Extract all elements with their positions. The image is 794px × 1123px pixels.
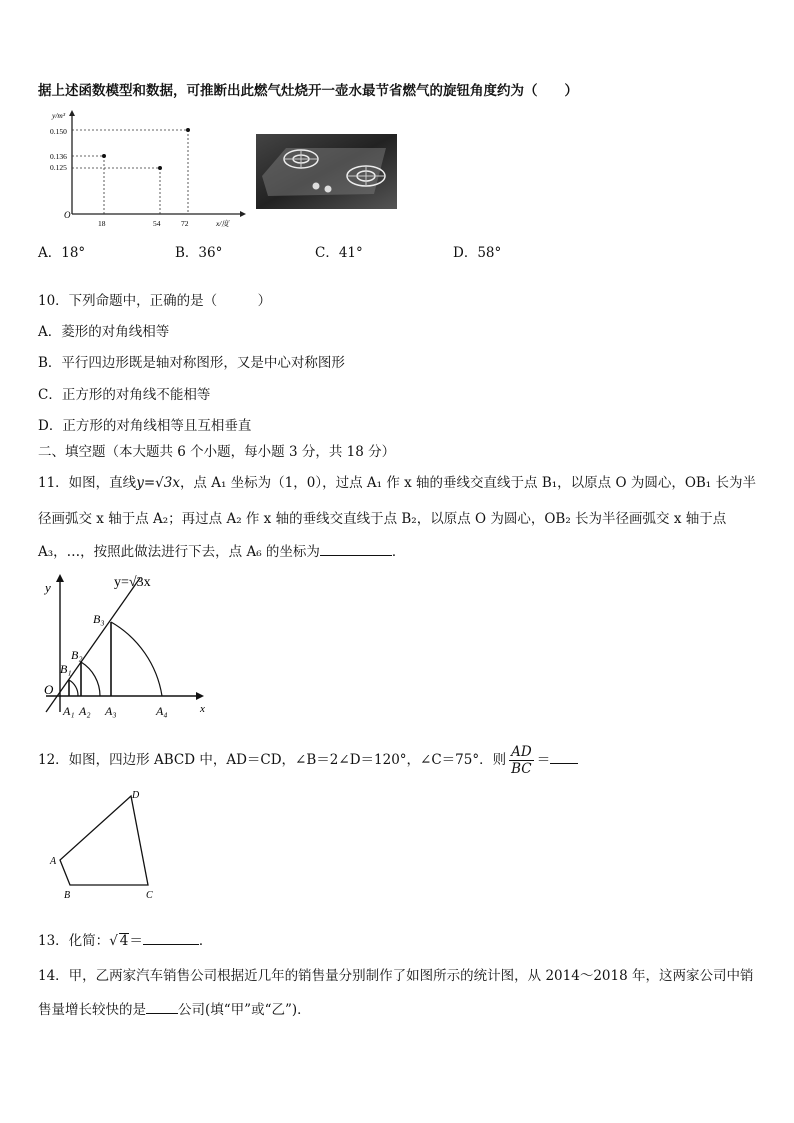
gas-stove-photo [256,134,397,209]
q13-stem-a: 13．化简： [38,933,110,949]
sqrt-icon: √ [109,933,118,949]
q9-option-d[interactable]: D．58° [453,245,502,261]
x-axis-label: x/度 [216,219,229,228]
q13-radicand: 4 [119,933,129,949]
q13-stem-c: ． [198,933,213,949]
q14-line1: 14．甲，乙两家汽车销售公司根据近几年的销售量分别制作了如图所示的统计图，从 2014～2018 年，这两家公司中销 [38,968,754,984]
q11-figure [36,572,216,722]
vertex-b: B [64,890,71,901]
q11-line3-b: ． [391,544,406,560]
x-tick-54: 54 [153,219,161,228]
q11-line1 [38,474,756,492]
q12-fraction-numerator: AD [511,744,532,760]
q10-option-c[interactable]: C．正方形的对角线不能相等 [38,387,211,403]
q10-stem: 10．下列命题中，正确的是（ ） [38,293,272,309]
q11-equation: y=√3x [136,475,180,491]
q14-line2-a: 售量增长较快的是 [38,1002,146,1018]
q9-stem: 据上述函数模型和数据，可推断出此燃气灶烧开一壶水最节省燃气的旋钮角度约为（ ） [38,83,578,99]
q14-answer-blank[interactable] [146,1000,178,1014]
y-tick-0125: 0.125 [50,163,67,172]
q14-line2 [38,1000,311,1019]
section-title: 二、填空题（本大题共 6 个小题，每小题 3 分，共 18 分） [38,444,396,460]
line-label: y=√3x [114,575,151,590]
q13-stem-b: ＝ [129,933,143,949]
q9-option-b[interactable]: B．36° [175,245,223,261]
q12-stem-a: 12．如图，四边形 ABCD 中，AD＝CD，∠B＝2∠D＝120°，∠C＝75°．则 [38,752,507,768]
y-axis-label: y/m³ [52,111,66,120]
q11-line1-a: 11．如图，直线 [38,475,137,491]
vertex-c: C [146,890,153,901]
q12-figure [46,788,166,903]
vertex-a: A [50,856,57,867]
point-a2: A₂ [79,704,91,718]
q14-line2-b: 公司(填“甲”或“乙”)． [178,1002,311,1018]
data-point-54 [158,166,162,170]
data-point-18 [102,154,106,158]
point-b1: B₁ [60,662,72,676]
q12-fraction [509,744,534,777]
q13-answer-blank[interactable] [143,931,199,945]
origin-label: O [64,210,71,220]
q11-line2: 径画弧交 x 轴于点 A₂；再过点 A₂ 作 x 轴的垂线交直线于点 B₂，以原点 O 为圆心，OB₂ 长为半径画弧交 x 轴于点 [38,511,727,527]
q11-line3 [38,542,405,561]
point-a4: A₄ [156,704,168,718]
data-point-72 [186,128,190,132]
q12-stem-b: ＝ [536,752,551,768]
point-b3: B₃ [93,612,105,626]
x-tick-18: 18 [98,219,106,228]
q11-line1-b: ，点 A₁ 坐标为（1，0），过点 A₁ 作 x 轴的垂线交直线于点 B₁，以原点 O 为圆心，OB₁ 长为半 [179,475,757,491]
q9-graph [40,108,250,230]
origin-label: O [44,682,54,697]
q9-option-a[interactable]: A．18° [38,245,86,261]
q12-stem [38,742,578,778]
q10-option-d[interactable]: D．正方形的对角线相等且互相垂直 [38,418,252,434]
x-tick-72: 72 [181,219,189,228]
q11-answer-blank[interactable] [320,542,392,556]
point-b2: B₂ [71,648,83,662]
q12-answer-blank[interactable] [550,750,578,764]
q12-fraction-denominator: BC [511,761,532,777]
q13-stem [38,931,212,950]
point-a1: A₁ [63,704,75,718]
q10-option-a[interactable]: A．菱形的对角线相等 [38,324,170,340]
y-axis-label: y [45,580,51,595]
point-a3: A₃ [105,704,117,718]
x-axis-label: x [200,703,205,715]
y-tick-0136: 0.136 [50,152,67,161]
q9-option-c[interactable]: C．41° [315,245,363,261]
q10-option-b[interactable]: B．平行四边形既是轴对称图形，又是中心对称图形 [38,355,345,371]
vertex-d: D [132,790,140,801]
y-tick-0150: 0.150 [50,127,67,136]
q11-line3-a: A₃，…，按照此做法进行下去，点 A₆ 的坐标为 [38,544,320,560]
q9-options [38,244,598,262]
